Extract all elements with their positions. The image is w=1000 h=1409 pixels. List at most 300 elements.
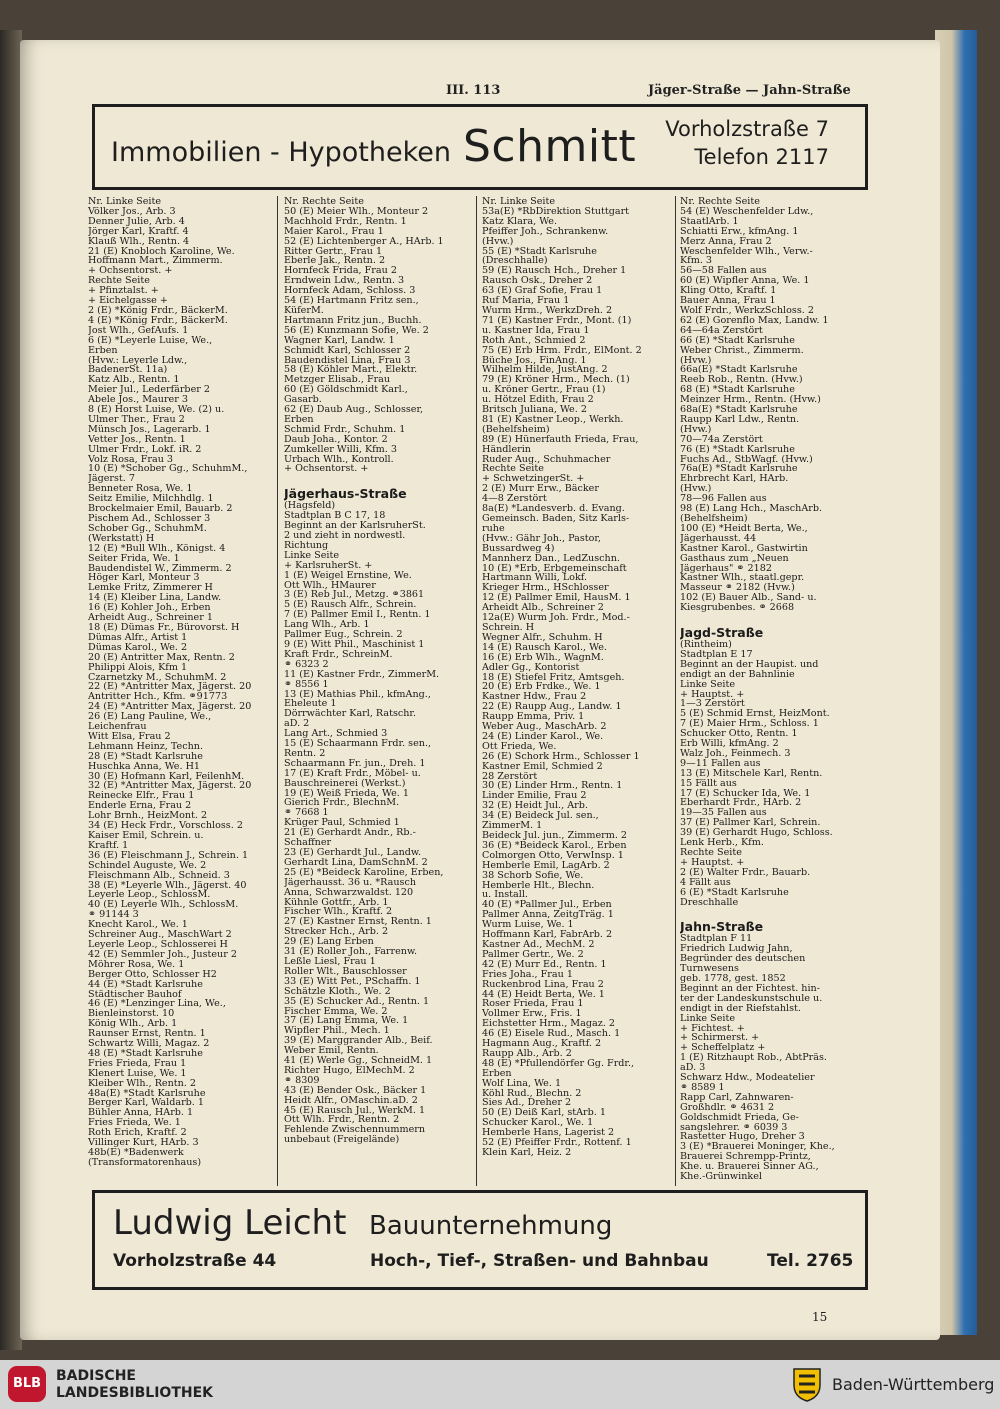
directory-entry: Wilhelm Hilde, JustAng. 2: [482, 365, 608, 376]
directory-entry: 37 (E) Lang Emma, We. 1: [284, 1016, 409, 1027]
directory-entry: 2 (E) Walter Frdr., Bauarb.: [680, 867, 811, 878]
directory-entry: 8a(E) *Landesverb. d. Evang.: [482, 504, 625, 514]
directory-entry: Pfeiffer Joh., Schrankenw.: [482, 226, 609, 237]
directory-entry: 39 (E) Marggrander Alb., Beif.: [284, 1036, 433, 1047]
directory-entry: Roth Ant., Schmied 2: [482, 335, 586, 346]
directory-entry: 53a(E) *RbDirektion Stuttgart: [482, 206, 630, 217]
directory-entry: Kastner Ad., MechM. 2: [482, 939, 595, 950]
directory-entry: 12a(E) Wurm Joh. Frdr., Mod.-: [482, 613, 630, 623]
ad-phone: Tel. 2765: [767, 1251, 854, 1271]
directory-entry: Philippi Alois, Kfm 1: [88, 662, 188, 673]
directory-entry: Khe.-Grünwinkel: [680, 1172, 762, 1182]
directory-entry: 18 (E) Dümas Fr., Bürovorst. H: [88, 622, 240, 633]
directory-entry: Nr. Linke Seite: [482, 197, 556, 207]
directory-entry: Köhl Rud., Blechn. 2: [482, 1088, 582, 1099]
directory-entry: endigt an der Bahnlinie: [680, 669, 795, 680]
directory-entry: 89 (E) Hünerfauth Frieda, Frau,: [482, 434, 639, 445]
directory-entry: Berger Otto, Schlosser H2: [88, 969, 217, 980]
directory-entry: Dreschhalle: [680, 897, 739, 908]
directory-entry: 68 (E) *Stadt Karlsruhe: [680, 385, 795, 396]
column-divider: [675, 196, 676, 1186]
directory-entry: Wurm Luise, We. 1: [482, 920, 574, 931]
directory-entry: Klenert Luise, We. 1: [88, 1068, 187, 1079]
directory-entry: Raunser Ernst, Rentn. 1: [88, 1029, 206, 1040]
directory-entry: Ott Wlh. Frdr., Rentn. 2: [284, 1115, 400, 1126]
directory-entry: Pischem Ad., Schlosser 3: [88, 514, 211, 524]
directory-entry: 46 (E) Eisele Rud., Masch. 1: [482, 1029, 621, 1040]
directory-entry: 32 (E) Heidt Jul., Arb.: [482, 801, 588, 812]
directory-entry: Arheidt Aug., Schreiner 1: [88, 613, 213, 623]
directory-entry: Beginnt an der Haupist. und: [680, 659, 819, 670]
directory-entry: Schucker Karol., We. 1: [482, 1118, 594, 1129]
directory-entry: 68a(E) *Stadt Karlsruhe: [680, 405, 798, 415]
directory-entry: Großhdlr. ⚭ 4631 2: [680, 1102, 775, 1113]
directory-entry: (Hvw.): [680, 484, 712, 495]
directory-column-3: [482, 197, 670, 1185]
directory-entry: Mannherz Dan., LedZuschn.: [482, 553, 620, 564]
ad-address: Vorholzstraße 44: [113, 1251, 277, 1271]
directory-entry: Kiesgrubenbes. ⚭ 2668: [680, 603, 795, 614]
directory-entry: Seiter Frida, We. 1: [88, 553, 180, 564]
directory-entry: (Hvw.): [680, 424, 712, 435]
directory-entry: 1 (E) Ritzhaupt Rob., AbtPräs.: [680, 1053, 827, 1064]
directory-entry: 43 (E) Bender Osk., Bäcker 1: [284, 1085, 427, 1096]
directory-entry: 52 (E) Lichtenberger A., HArb. 1: [284, 236, 444, 247]
directory-entry: Rentn. 2: [284, 748, 326, 759]
directory-entry: + Eichelgasse +: [88, 296, 168, 306]
directory-entry: 38 (E) *Leyerle Wlh., Jägerst. 40: [88, 880, 247, 891]
directory-entry: Katz Klara, We.: [482, 216, 558, 227]
directory-entry: Klauß Wlh., Rentn. 4: [88, 236, 190, 247]
directory-entry: Leyerle Leop., SchlossM.: [88, 890, 211, 901]
directory-entry: endigt in der Riefstahlst.: [680, 1003, 801, 1014]
page-edges: [935, 30, 977, 1335]
directory-entry: 1—3 Zerstört: [680, 699, 745, 710]
directory-entry: 59 (E) Rausch Hch., Dreher 1: [482, 266, 627, 277]
directory-entry: 36 (E) *Beideck Karol., Erben: [482, 840, 627, 851]
directory-entry: Kastner Wlh., staatl.gepr.: [680, 573, 805, 584]
directory-entry: ⚭ 8309: [284, 1075, 320, 1086]
directory-entry: Ruf Maria, Frau 1: [482, 296, 570, 306]
directory-entry: Bussardweg 4): [482, 543, 555, 554]
directory-entry: 27 (E) Kastner Ernst, Rentn. 1: [284, 917, 432, 928]
directory-entry: (Hvw.): [680, 355, 712, 366]
directory-entry: 60 (E) Wipfler Anna, We. 1: [680, 276, 810, 287]
ad-business-name: Schmitt: [463, 121, 637, 172]
directory-entry: Hornfeck Frida, Frau 2: [284, 266, 397, 277]
directory-entry: Huschka Anna, We. H1: [88, 761, 201, 772]
directory-entry: + Ochsentorst. +: [88, 266, 173, 277]
directory-entry: Erben: [88, 345, 118, 356]
directory-entry: Bauschreinerei (Werkst.): [284, 778, 406, 789]
directory-entry: Rausch Osk., Dreher 2: [482, 276, 593, 287]
directory-entry: + KarlsruherSt. +: [284, 560, 373, 571]
directory-entry: KüferM.: [284, 305, 324, 316]
column-divider: [277, 196, 278, 1186]
directory-entry: Urbach Wlh., Kontroll.: [284, 454, 394, 465]
directory-entry: 5 (E) Rausch Alfr., Schrein.: [284, 600, 417, 611]
directory-entry: Britsch Juliana, We. 2: [482, 405, 587, 415]
directory-entry: 40 (E) *Pallmer Jul., Erben: [482, 900, 612, 911]
directory-entry: Bienleinstorst. 10: [88, 1009, 175, 1020]
directory-entry: Linder Emilie, Frau 2: [482, 791, 587, 802]
directory-entry: 102 (E) Bauer Alb., Sand- u.: [680, 593, 817, 604]
directory-entry: 14 (E) Rausch Karol., We.: [482, 642, 607, 653]
directory-entry: 42 (E) Murr Ed., Rentn. 1: [482, 959, 607, 970]
directory-entry: Jägerst. 7: [88, 474, 135, 485]
directory-entry: Wurm Hrm., WerkzDreh. 2: [482, 305, 613, 316]
directory-entry: Arheidt Alb., Schreiner 2: [482, 603, 604, 614]
directory-entry: [680, 613, 866, 623]
directory-entry: Vollmer Erw., Fris. 1: [482, 1009, 582, 1020]
directory-entry: 52 (E) Pfeiffer Frdr., Rottenf. 1: [482, 1138, 632, 1148]
directory-entry: Seitz Emilie, Milchhdlg. 1: [88, 494, 214, 505]
directory-entry: 10 (E) *Schober Gg., SchuhmM.,: [88, 464, 248, 475]
directory-entry: 75 (E) Erb Hrm. Frdr., ElMont. 2: [482, 345, 642, 356]
page-header-streets: Jäger-Straße — Jahn-Straße: [648, 83, 851, 98]
directory-entry: (Behelfsheim): [680, 514, 748, 524]
directory-entry: (Hagsfeld): [284, 501, 336, 512]
directory-entry: Kastner Emil, Schmied 2: [482, 761, 603, 772]
directory-entry: 21 (E) Knobloch Karoline, We.: [88, 246, 235, 257]
directory-entry: 41 (E) Werle Gg., SchneidM. 1: [284, 1056, 433, 1066]
street-heading: Jägerhaus-Straße: [284, 486, 407, 502]
directory-entry: Nr. Linke Seite: [88, 197, 162, 207]
directory-entry: 66 (E) *Stadt Karlsruhe: [680, 335, 795, 346]
directory-entry: StaatlArb. 1: [680, 216, 739, 227]
directory-entry: 2 (E) Murr Erw., Bäcker: [482, 484, 599, 495]
directory-entry: 100 (E) *Heidt Berta, We.,: [680, 523, 808, 534]
directory-entry: 16 (E) Kohler Joh., Erben: [88, 603, 211, 614]
blb-logo[interactable]: BLB: [8, 1366, 46, 1402]
directory-entry: Adler Gg., Kontorist: [482, 662, 580, 673]
directory-entry: 37 (E) Pallmer Karl, Schrein.: [680, 818, 821, 829]
directory-entry: Kleiber Wlh., Rentn. 2: [88, 1078, 197, 1089]
directory-entry: 6 (E) *Stadt Karlsruhe: [680, 887, 789, 898]
directory-entry: Stadtplan E 17: [680, 649, 753, 660]
directory-entry: Jägerhaus" ⚭ 2182: [680, 563, 772, 574]
directory-entry: Stadtplan B C 17, 18: [284, 511, 386, 522]
directory-entry: Hemberle Hlt., Blechn.: [482, 880, 595, 891]
directory-entry: 4 Fällt aus: [680, 877, 731, 888]
directory-entry: 26 (E) Lang Pauline, We.,: [88, 712, 212, 723]
directory-entry: Bauer Anna, Frau 1: [680, 296, 776, 306]
directory-entry: Lang Wlh., Arb. 1: [284, 620, 370, 631]
library-name-line2: LANDESBIBLIOTHEK: [56, 1385, 214, 1401]
directory-entry: Schätzle Kloth., We. 2: [284, 986, 391, 997]
directory-entry: Brauerei Schrempp-Printz,: [680, 1152, 811, 1163]
directory-entry: 58 (E) Köhler Mart., Elektr.: [284, 365, 418, 376]
directory-entry: Richtung: [284, 540, 329, 551]
directory-entry: ⚭ 7668 1: [284, 808, 329, 819]
directory-entry: Völker Jos., Arb. 3: [88, 206, 176, 217]
directory-entry: Jägerhausst. 44: [680, 533, 757, 544]
directory-entry: ter der Landeskunstschule u.: [680, 993, 823, 1004]
ad-business-name: Ludwig Leicht: [113, 1203, 347, 1243]
directory-entry: 76 (E) *Stadt Karlsruhe: [680, 444, 795, 455]
directory-entry: 56 (E) Kunzmann Sofie, We. 2: [284, 325, 429, 336]
directory-entry: Eheleute 1: [284, 699, 337, 710]
directory-entry: 23 (E) Gerhardt Jul., Landw.: [284, 848, 422, 858]
directory-entry: Fehlende Zwischennummern: [284, 1125, 426, 1136]
directory-entry: Weber Aug., MaschArb. 2: [482, 722, 607, 732]
directory-entry: Fries Frieda, We. 1: [88, 1118, 181, 1129]
directory-entry: 20 (E) Antritter Max, Rentn. 2: [88, 652, 235, 663]
directory-entry: Gemeinsch. Baden, Sitz Karls-: [482, 514, 630, 524]
directory-entry: Villinger Kurt, HArb. 3: [88, 1138, 199, 1148]
directory-entry: 19 (E) Weiß Frieda, We. 1: [284, 788, 409, 799]
directory-entry: 66a(E) *Stadt Karlsruhe: [680, 365, 798, 376]
directory-entry: (Rintheim): [680, 639, 732, 650]
directory-entry: Antritter Hch., Kfm. ⚭91773: [88, 692, 228, 703]
directory-entry: Berger Karl, Waldarb. 1: [88, 1098, 205, 1109]
directory-entry: ⚭ 6323 2: [284, 659, 329, 670]
directory-entry: Pallmer Anna, ZeitgTräg. 1: [482, 910, 614, 921]
directory-entry: 6 (E) *Leyerle Luise, We.,: [88, 335, 213, 346]
directory-entry: Schwartz Willi, Magaz. 2: [88, 1039, 210, 1049]
directory-entry: Rapp Carl, Zahnwaren-: [680, 1092, 794, 1103]
directory-entry: Linke Seite: [680, 1013, 736, 1024]
directory-entry: 1 (E) Weigel Ernstine, We.: [284, 570, 412, 581]
directory-entry: 46 (E) *Lenzinger Lina, We.,: [88, 999, 226, 1010]
directory-entry: ⚭ 8589 1: [680, 1082, 725, 1093]
advertisement-schmitt: [92, 104, 868, 190]
directory-entry: Rechte Seite: [88, 276, 150, 287]
directory-entry: Denner Julie, Arb. 4: [88, 216, 185, 227]
directory-entry: Kastner Karol., Gastwirtin: [680, 543, 808, 554]
directory-entry: Masseur ⚭ 2182 (Hvw.): [680, 583, 795, 594]
directory-entry: Städtischer Bauhof: [88, 989, 182, 1000]
directory-entry: unbebaut (Freigelände): [284, 1135, 400, 1146]
directory-entry: Pallmer Eug., Schrein. 2: [284, 630, 403, 640]
directory-entry: Meier Jul., Lederfärber 2: [88, 385, 210, 396]
directory-entry: 36 (E) Fleischmann J., Schrein. 1: [88, 850, 249, 861]
directory-entry: 40 (E) Leyerle Wlh., SchlossM.: [88, 900, 239, 911]
directory-entry: 29 (E) Lang Erben: [284, 937, 374, 948]
directory-entry: Colmorgen Otto, VerwInsp. 1: [482, 850, 624, 861]
directory-entry: Erben: [482, 1068, 512, 1079]
directory-entry: Metzger Elisab., Frau: [284, 375, 391, 386]
directory-entry: König Wlh., Arb. 1: [88, 1019, 178, 1030]
directory-entry: Krieger Hrm., HSchlosser: [482, 583, 609, 594]
directory-entry: Nr. Rechte Seite: [680, 197, 760, 207]
directory-entry: Schiatti Erw., kfmAng. 1: [680, 226, 799, 237]
directory-entry: 54 (E) Hartmann Fritz sen.,: [284, 296, 419, 306]
directory-entry: Ruder Aug., Schuhmacher: [482, 454, 611, 465]
directory-entry: [284, 474, 472, 484]
directory-entry: Weber Christ., Zimmerm.: [680, 345, 804, 356]
directory-entry: 33 (E) Witt Pet., PSchaffn. 1: [284, 976, 421, 987]
directory-entry: Linke Seite: [680, 679, 736, 690]
directory-entry: Baudendistel W., Zimmerm. 2: [88, 563, 232, 574]
directory-entry: geb. 1778, gest. 1852: [680, 973, 786, 984]
directory-entry: 17 (E) Kraft Frdr., Möbel- u.: [284, 768, 421, 779]
directory-entry: 5 (E) Schmid Ernst, HeizMont.: [680, 709, 830, 720]
directory-entry: Kühnle Gottfr., Arb. 1: [284, 897, 389, 908]
directory-entry: Zumkeller Willi, Kfm. 3: [284, 444, 397, 455]
directory-entry: Hartmann Willi, Lokf.: [482, 573, 588, 584]
directory-entry: 15 Fällt aus: [680, 778, 737, 789]
directory-entry: 56—58 Fallen aus: [680, 266, 767, 277]
directory-entry: Fischer Wlh., Kraftf. 2: [284, 907, 393, 918]
directory-entry: 31 (E) Roller Joh., Farrenw.: [284, 947, 418, 957]
directory-entry: Hoffmann Mart., Zimmerm.: [88, 256, 223, 267]
directory-entry: Raupp Karl Ldw., Rentn.: [680, 414, 800, 425]
directory-entry: Brockelmaier Emil, Bauarb. 2: [88, 504, 233, 514]
directory-entry: Weschenfelder Wlh., Verw.-: [680, 246, 813, 257]
directory-entry: 76a(E) *Stadt Karlsruhe: [680, 464, 798, 475]
directory-entry: 98 (E) Lang Hch., MaschArb.: [680, 504, 823, 514]
directory-entry: Beideck Jul. jun., Zimmerm. 2: [482, 831, 628, 841]
column-divider: [476, 196, 477, 1186]
directory-column-1: [88, 197, 270, 1185]
directory-column-4: [680, 197, 866, 1185]
state-name[interactable]: Baden-Württemberg: [832, 1375, 995, 1394]
directory-entry: Gasarb.: [284, 395, 322, 406]
directory-entry: ⚭ 91144 3: [88, 910, 139, 921]
ad-phone: Telefon 2117: [694, 145, 829, 169]
library-footer: [0, 1360, 1000, 1409]
directory-entry: Hemberle Hans, Lagerist 2: [482, 1128, 615, 1139]
directory-entry: (Hvw.: Leyerle Ldw.,: [88, 355, 188, 366]
directory-entry: Daub Joha., Kontor. 2: [284, 434, 388, 445]
directory-entry: Raupp Emma, Priv. 1: [482, 712, 585, 723]
directory-entry: Khe. u. Brauerei Sinner AG.,: [680, 1162, 819, 1173]
directory-entry: Raupp Alb., Arb. 2: [482, 1048, 572, 1059]
directory-entry: Volz Rosa, Frau 3: [88, 454, 174, 465]
directory-entry: Büche Jos., FinAng. 1: [482, 355, 587, 366]
directory-entry: Richter Hugo, ElMechM. 2: [284, 1065, 415, 1076]
directory-entry: 4—8 Zerstört: [482, 494, 547, 505]
directory-entry: Vetter Jos., Rentn. 1: [88, 434, 186, 445]
directory-entry: Schrein. H: [482, 622, 535, 633]
directory-entry: Rechte Seite: [680, 848, 742, 858]
directory-entry: (Werkstatt) H: [88, 533, 155, 544]
directory-entry: 9 (E) Witt Phil., Maschinist 1: [284, 639, 425, 650]
directory-entry: + Pfinztalst. +: [88, 286, 159, 297]
directory-entry: (Behelfsheim): [482, 424, 550, 435]
directory-entry: u. Install.: [482, 890, 528, 901]
directory-entry: Hartmann Fritz jun., Buchh.: [284, 315, 422, 326]
directory-entry: Klein Karl, Heiz. 2: [482, 1148, 572, 1158]
directory-entry: Schmid Frdr., Schuhm. 1: [284, 424, 406, 435]
directory-entry: 24 (E) *Antritter Max, Jägerst. 20: [88, 702, 252, 713]
directory-entry: Strecker Hch., Arb. 2: [284, 927, 389, 938]
directory-entry: 30 (E) Hofmann Karl, FeilenhM.: [88, 771, 245, 782]
directory-entry: + Scheffelplatz +: [680, 1043, 766, 1054]
directory-entry: Kfm. 3: [680, 256, 713, 267]
directory-entry: Enderle Erna, Frau 2: [88, 801, 192, 812]
directory-entry: 13 (E) Mitschele Karl, Rentn.: [680, 768, 823, 779]
ad-business-type: Bauunternehmung: [369, 1211, 613, 1241]
directory-entry: [680, 907, 866, 917]
directory-entry: (Dreschhalle): [482, 256, 548, 267]
directory-entry: Jörger Karl, Kraftf. 4: [88, 226, 189, 237]
directory-entry: Eberhardt Frdr., HArb. 2: [680, 798, 802, 809]
directory-entry: 19—35 Fallen aus: [680, 808, 767, 819]
directory-entry: Dümas Alfr., Artist 1: [88, 632, 188, 643]
directory-entry: Schucker Otto, Rentn. 1: [680, 729, 798, 740]
directory-entry: 25 (E) *Beideck Karoline, Erben,: [284, 867, 444, 878]
directory-entry: Schaarmann Fr. jun., Dreh. 1: [284, 758, 426, 769]
directory-entry: + SchwetzingerSt. +: [482, 474, 585, 485]
directory-entry: Erb Willi, kfmAng. 2: [680, 739, 779, 749]
directory-entry: 62 (E) Gorenflo Max, Landw. 1: [680, 315, 829, 326]
directory-entry: Maier Karol., Frau 1: [284, 226, 384, 237]
directory-entry: Dörrwächter Karl, Ratschr.: [284, 709, 417, 720]
directory-entry: Lenk Herb., Kfm.: [680, 838, 764, 848]
directory-entry: Roth Erich, Kraftf. 2: [88, 1128, 187, 1139]
directory-entry: Begründer des deutschen: [680, 954, 806, 965]
directory-entry: Fuchs Ad., StbWagf. (Hvw.): [680, 454, 813, 465]
directory-entry: Kling Otto, Kraftf. 1: [680, 286, 777, 297]
directory-entry: Linke Seite: [284, 550, 340, 561]
directory-entry: Jägerhausst. 36 u. *Rausch: [284, 877, 416, 888]
directory-entry: Benneter Rosa, We. 1: [88, 484, 193, 495]
directory-entry: 8 (E) Horst Luise, We. (2) u.: [88, 405, 225, 415]
directory-entry: Kaiser Emil, Schrein. u.: [88, 831, 204, 841]
directory-entry: Ehrbrecht Karl, HArb.: [680, 474, 789, 485]
directory-entry: (Hvw.: Gähr Joh., Pastor,: [482, 533, 601, 544]
directory-entry: Heidt Alfr., OMaschin.aD. 2: [284, 1095, 418, 1106]
directory-entry: 13 (E) Mathias Phil., kfmAng.,: [284, 689, 431, 700]
directory-entry: Wolf Lina, We. 1: [482, 1078, 562, 1089]
directory-entry: Hornfeck Adam, Schloss. 3: [284, 286, 416, 297]
street-heading: Jagd-Straße: [680, 624, 764, 640]
directory-entry: Fischer Emma, We. 2: [284, 1006, 388, 1017]
directory-entry: u. Hötzel Edith, Frau 2: [482, 395, 594, 406]
directory-entry: 44 (E) *Stadt Karlsruhe: [88, 979, 203, 990]
directory-entry: 28 Zerstört: [482, 771, 538, 782]
directory-entry: Merz Anna, Frau 2: [680, 236, 772, 247]
directory-entry: 7 (E) Maier Hrm., Schloss. 1: [680, 719, 819, 730]
directory-entry: Krüger Paul, Schmied 1: [284, 818, 400, 829]
directory-entry: Meinzer Hrm., Rentn. (Hvw.): [680, 395, 821, 406]
directory-entry: 30 (E) Linder Hrm., Rentn. 1: [482, 781, 623, 792]
advertisement-leicht: [92, 1190, 868, 1290]
directory-entry: 62 (E) Daub Aug., Schlosser,: [284, 405, 424, 415]
directory-entry: 63 (E) Graf Sofie, Frau 1: [482, 286, 603, 297]
directory-entry: Gasthaus zum „Neuen: [680, 553, 789, 564]
directory-entry: Kraftf. 1: [88, 840, 129, 851]
directory-entry: (Transformatorenhaus): [88, 1157, 202, 1168]
directory-entry: Witt Elsa, Frau 2: [88, 731, 171, 742]
directory-entry: Fries Frieda, Frau 1: [88, 1058, 187, 1069]
street-heading: Jahn-Straße: [680, 919, 764, 935]
library-name-line1: BADISCHE: [56, 1368, 136, 1384]
directory-entry: 81 (E) Kastner Leop., Werkh.: [482, 414, 624, 425]
directory-entry: Ritter Gertr., Frau 1: [284, 246, 383, 257]
directory-entry: 3 (E) *Brauerei Moninger, Khe.,: [680, 1142, 835, 1153]
directory-entry: Pallmer Gertr., We. 2: [482, 949, 584, 960]
directory-entry: Leßle Liesl, Frau 1: [284, 956, 376, 967]
directory-entry: 12 (E) Pallmer Emil, HausM. 1: [482, 593, 631, 604]
book-spine: [0, 30, 22, 1350]
directory-entry: Nr. Rechte Seite: [284, 197, 364, 207]
directory-entry: Katz Alb., Rentn. 1: [88, 375, 180, 386]
directory-entry: Möhrer Rosa, We. 1: [88, 959, 185, 970]
directory-entry: + Hauptst. +: [680, 857, 745, 868]
directory-entry: Ott Frieda, We.: [482, 741, 557, 752]
directory-entry: Lang Art., Schmied 3: [284, 729, 388, 740]
directory-entry: 45 (E) Rausch Jul., WerkM. 1: [284, 1105, 426, 1116]
directory-entry: sangslehrer. ⚭ 6039 3: [680, 1122, 788, 1133]
directory-entry: 48 (E) *Pfullendörfer Gg. Frdr.,: [482, 1058, 635, 1069]
directory-entry: 34 (E) Heck Frdr., Vorschloss. 2: [88, 821, 243, 831]
directory-entry: 14 (E) Kleiber Lina, Landw.: [88, 593, 222, 604]
directory-entry: 12 (E) *Bull Wlh., Königst. 4: [88, 543, 226, 554]
directory-entry: + Hauptst. +: [680, 689, 745, 700]
